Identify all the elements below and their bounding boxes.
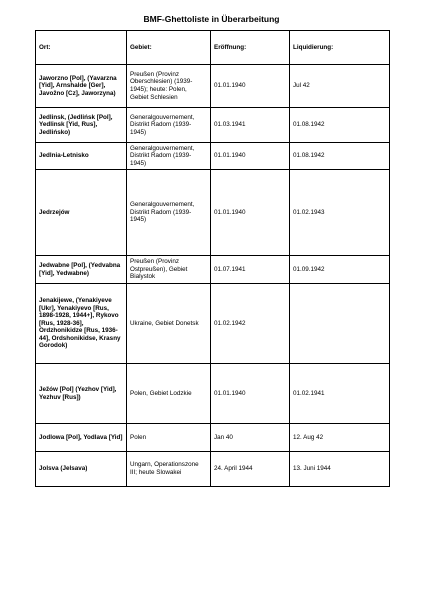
cell-ort: Jedrzejów bbox=[36, 170, 127, 256]
cell-eroeffnung: 01.01.1940 bbox=[211, 65, 290, 108]
table-row bbox=[36, 284, 390, 364]
header-ort: Ort: bbox=[36, 31, 127, 65]
cell-gebiet: Generalgouvernement, Distrikt Radom (1939-1945) bbox=[127, 108, 211, 143]
cell-ort: Jaworzno [Pol], (Yavarzna [Yid], Arnshalde [Ger], Javožno [Cz], Jaworzyna) bbox=[36, 65, 127, 108]
cell-liquidierung bbox=[290, 284, 390, 364]
header-liquidierung: Liquidierung: bbox=[290, 31, 390, 65]
cell-gebiet: Generalgouvernement, Distrikt Radom (1939-1945) bbox=[127, 143, 211, 170]
cell-ort: Jedlinsk, (Jedlińsk [Pol], Yedlinsk [Yid, Rus], Jedlińsko) bbox=[36, 108, 127, 143]
cell-gebiet: Generalgouvernement, Distrikt Radom (1939-1945) bbox=[127, 170, 211, 256]
page-title: BMF-Ghettoliste in Überarbeitung bbox=[143, 14, 280, 24]
cell-eroeffnung: 01.01.1940 bbox=[211, 143, 290, 170]
cell-liquidierung: 01.02.1943 bbox=[290, 170, 390, 256]
table-row bbox=[36, 65, 390, 108]
table-row bbox=[36, 424, 390, 452]
cell-gebiet: Preußen (Provinz Ostpreußen), Gebiet Bialystok bbox=[127, 256, 211, 284]
cell-eroeffnung: 01.01.1940 bbox=[211, 170, 290, 256]
cell-liquidierung: 12. Aug 42 bbox=[290, 424, 390, 452]
cell-gebiet: Polen bbox=[127, 424, 211, 452]
ghetto-table bbox=[35, 30, 390, 487]
cell-eroeffnung: 01.02.1942 bbox=[211, 284, 290, 364]
cell-liquidierung: 01.09.1942 bbox=[290, 256, 390, 284]
header-gebiet: Gebiet: bbox=[127, 31, 211, 65]
cell-liquidierung: 01.08.1942 bbox=[290, 143, 390, 170]
cell-gebiet: Polen, Gebiet Lodzkie bbox=[127, 364, 211, 424]
cell-ort: Jodlowa [Pol], Yodlava [Yid] bbox=[36, 424, 127, 452]
cell-gebiet: Preußen (Provinz Oberschlesien) (1939-1945); heute: Polen, Gebiet Schlesien bbox=[127, 65, 211, 108]
cell-ort: Jenakijewe, (Yenakiyeve [Ukr], Yenakiyevo [Rus, 1898-1928, 1944+], Rykovo [Rus, 1928-36], Ordzhonikidze [Rus, 1936-44], Ordshonikidse, Krasny Gorodok) bbox=[36, 284, 127, 364]
table-row bbox=[36, 143, 390, 170]
cell-gebiet: Ukraine, Gebiet Donetsk bbox=[127, 284, 211, 364]
cell-eroeffnung: Jan 40 bbox=[211, 424, 290, 452]
cell-liquidierung: 01.08.1942 bbox=[290, 108, 390, 143]
cell-eroeffnung: 01.03.1941 bbox=[211, 108, 290, 143]
table-row bbox=[36, 256, 390, 284]
table-header-row bbox=[36, 31, 390, 65]
cell-eroeffnung: 24. April 1944 bbox=[211, 452, 290, 487]
cell-eroeffnung: 01.07.1941 bbox=[211, 256, 290, 284]
cell-liquidierung: Jul 42 bbox=[290, 65, 390, 108]
cell-ort: Jedwabne [Pol], (Yedvabna [Yid], Yedwabne) bbox=[36, 256, 127, 284]
cell-ort: Jolsva (Jelsava) bbox=[36, 452, 127, 487]
table-row bbox=[36, 108, 390, 143]
cell-gebiet: Ungarn, Operationszone III; heute Slowakei bbox=[127, 452, 211, 487]
table-row bbox=[36, 452, 390, 487]
cell-liquidierung: 01.02.1941 bbox=[290, 364, 390, 424]
table-row bbox=[36, 364, 390, 424]
cell-liquidierung: 13. Juni 1944 bbox=[290, 452, 390, 487]
header-eroeffnung: Eröffnung: bbox=[211, 31, 290, 65]
cell-ort: Jedlnia-Letnisko bbox=[36, 143, 127, 170]
table-row bbox=[36, 170, 390, 256]
cell-ort: Ježów [Pol] (Yezhov [Yid], Yezhuv [Rus]) bbox=[36, 364, 127, 424]
cell-eroeffnung: 01.01.1940 bbox=[211, 364, 290, 424]
